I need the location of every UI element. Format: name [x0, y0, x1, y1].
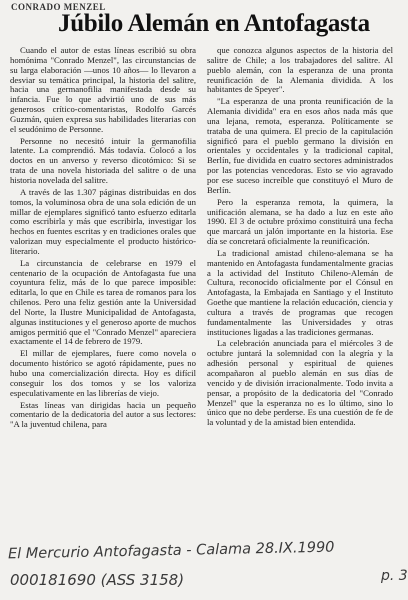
paragraph: La celebración anunciada para el miércoles 3 de octubre juntará la solemnidad con la alegría y la adhesión personal y espiritual de quienes acompañaron al pueblo alemán en sus días de vencido y de división irracionalmente. Todo invita a pensar, a propósito de la dedicatoria del "Conrado Menzel" que la esperanza no es lo último, sino lo único que no debe perderse. Es una cuestión de fe de la voluntad y de la amistad bien entendida.: [207, 338, 393, 428]
right-column: [207, 46, 393, 430]
handwritten-page-number: p. 3: [381, 568, 408, 584]
article-headline: Júbilo Alemán en Antofagasta: [58, 10, 370, 37]
paragraph: Estas líneas van dirigidas hacia un pequeño comentario de la dedicatoria del autor a sus lectores: "A la juventud chilena, para: [10, 399, 196, 430]
paragraph: "La esperanza de una pronta reunificación de la Alemania dividida" era en esos años nada más que una lejana, remota, esperanza. Políticamente se trataba de una quimera. El precio de la capitulación significó para el pueblo germano la división en orientales y occidentales y la tradicional capital, Berlín, fue dividida en cuatro sectores administrados por las potencias vencedoras. Esto se vio agravado por ese suceso increíble que constituyó el Muro de Berlín.: [207, 96, 393, 195]
paragraph: La tradicional amistad chileno-alemana se ha mantenido en Antofagasta fundamentalmente gracias a la actividad del Instituto Chileno-Alemán de Cultura, reconocido oficialmente por el Cónsul en Antofagasta, la Embajada en Santiago y el Instituto Goethe que mantiene la relación educación, ciencia y cultura a través de programas que recogen fundamentalmente las Universidades y otras instituciones ligadas a las tradiciones germanas.: [207, 247, 393, 337]
paragraph: Personne no necesitó intuir la germanofilia latente. La comprendió. Más todavía. Colocó a los doctos en un anverso y reverso dicotómico: Si se trata de una novela historiada del salitre o de una historia novelada del salitre.: [10, 135, 196, 185]
paragraph: El millar de ejemplares, fuere como novela o documento histórico se agotó rápidamente, pues no hubo una comercialización directa. Hoy es difícil conseguir los dos tomos y se los valoriza especulativamente en las librerías de viejo.: [10, 348, 196, 398]
paragraph: A través de las 1.307 páginas distribuidas en dos tomos, la voluminosa obra de una sola edición de un millar de ejemplares significó tanto esfuerzo editarla como escribirla y más que escribirla, investigar los hechos en fuentes escritas y en tradiciones orales que valorizan muy especialmente el producto histórico-literario.: [10, 186, 196, 256]
left-column: [10, 46, 196, 432]
paragraph: Pero la esperanza remota, la quimera, la unificación alemana, se ha dado a luz en este año 1990. El 3 de octubre próximo constituirá una fecha que marcará un jalón importante en la historia. Ese día se concretará oficialmente la reunificación.: [207, 196, 393, 247]
handwritten-catalog-number: 000181690 (ASS 3158): [10, 571, 185, 589]
paragraph: que conozca algunos aspectos de la historia del salitre de Chile; a los trabajadores del salitre. Al pueblo alemán, con la esperanza de una pronta reunificación de la Alemania dividida. A los habitantes de Speyer".: [207, 45, 393, 95]
handwritten-source-note: El Mercurio Antofagasta - Calama 28.IX.1990: [7, 539, 335, 563]
paragraph: La circunstancia de celebrarse en 1979 el centenario de la ocupación de Antofagasta fue una coyuntura feliz, más de lo que parece imposible: editarla, lo que en Chile es tarea de romanos para los chilenos. Pero una feliz gestión ante la Universidad del Norte, la Ilustre Municipalidad de Antofagasta, algunas instituciones y el generoso aporte de muchos amigos permitió que el "Conrado Menzel" apareciera exactamente el 14 de febrero de 1979.: [10, 257, 196, 347]
paragraph: Cuando el autor de estas líneas escribió su obra homónima "Conrado Menzel", las circunstancias de su larga elaboración —unos 10 años— lo llevaron a desviar su temática principal, la historia del salitre, hacia una germanofilia manifestada desde su infancia. Fue lo que advirtió uno de sus más generosos crítico-comentaristas, Rodolfo Garcés Guzmán, quien expresa sus habilidades literarias con el seudónimo de Personne.: [10, 45, 196, 134]
article-author: CONRADO MENZEL: [11, 2, 106, 12]
